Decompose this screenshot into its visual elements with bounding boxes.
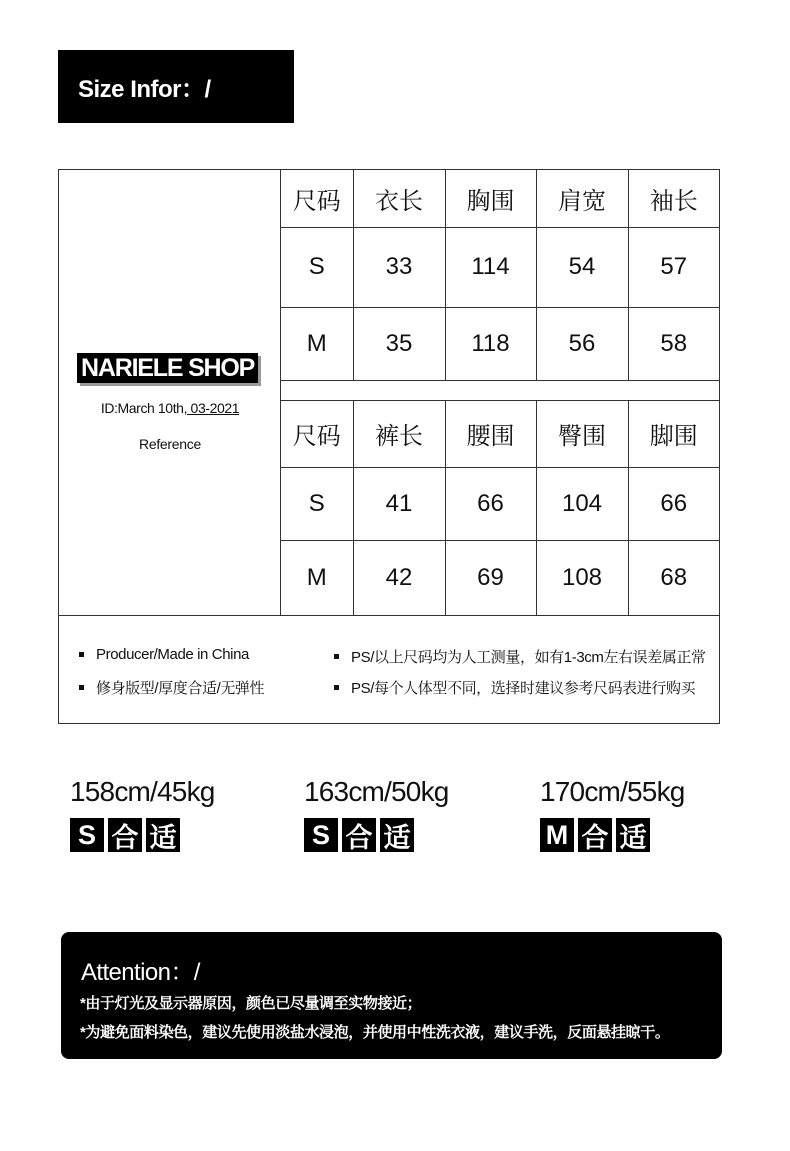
table-cell: 66 [445, 467, 536, 540]
table-header-cell: 尺码 [281, 401, 353, 467]
table-cell: S [281, 467, 353, 540]
table-header-cell: 衣长 [353, 170, 445, 227]
table-header-cell: 尺码 [281, 170, 353, 227]
top-size-table [281, 170, 719, 380]
bullet-icon [79, 685, 84, 690]
table-cell: 69 [445, 540, 536, 615]
size-chart [58, 169, 720, 724]
table-cell: M [281, 540, 353, 615]
section-title [58, 50, 294, 123]
note-text: PS/每个人体型不同，选择时建议参考尺码表进行购买 [351, 680, 696, 697]
size-tag: M [540, 818, 574, 852]
table-cell: 56 [536, 307, 628, 380]
table-cell: 35 [353, 307, 445, 380]
note-item [79, 677, 264, 698]
bullet-icon [79, 652, 84, 657]
table-cell: S [281, 227, 353, 307]
note-text: 修身版型/厚度合适/无弹性 [96, 680, 265, 697]
table-header-cell: 腰围 [445, 401, 536, 467]
shop-id-date: 03-2021 [187, 400, 240, 416]
note-item [334, 646, 706, 667]
shop-reference: Reference [139, 436, 201, 452]
table-header-cell: 袖长 [628, 170, 719, 227]
table-header-cell: 肩宽 [536, 170, 628, 227]
fit-tag-char: 适 [616, 818, 650, 852]
model-height-weight: 163cm/50kg [304, 776, 449, 807]
table-cell: 41 [353, 467, 445, 540]
fit-tag-char: 合 [108, 818, 142, 852]
model-fit-3 [540, 776, 685, 852]
note-text: Producer/Made in China [96, 646, 249, 663]
table-header-cell: 脚围 [628, 401, 719, 467]
size-tag: S [304, 818, 338, 852]
table-header-cell: 裤长 [353, 401, 445, 467]
shop-id-prefix: ID:March 10th, [100, 400, 188, 416]
table-row [281, 307, 719, 380]
table-cell: 33 [353, 227, 445, 307]
note-item [79, 646, 249, 663]
table-cell: 108 [536, 540, 628, 615]
table-cell: 58 [628, 307, 719, 380]
section-title-text: Size Infor：/ [78, 76, 211, 103]
table-cell: 54 [536, 227, 628, 307]
fit-tags [70, 818, 215, 852]
table-row [281, 227, 719, 307]
shop-name-logo: NARIELE SHOP [77, 353, 258, 383]
table-header-cell: 臀围 [536, 401, 628, 467]
attention-line-1: *由于灯光及显示器原因，颜色已尽量调至实物接近； [80, 995, 422, 1012]
fit-tag-char: 合 [578, 818, 612, 852]
table-cell: 114 [445, 227, 536, 307]
table-divider [281, 380, 719, 401]
table-cell: M [281, 307, 353, 380]
table-row [281, 467, 719, 540]
shop-id [59, 400, 281, 416]
attention-box [61, 932, 722, 1059]
model-fit-2 [304, 776, 449, 852]
table-row [281, 540, 719, 615]
bottom-size-table [281, 401, 719, 615]
model-height-weight: 170cm/55kg [540, 776, 685, 807]
fit-tag-char: 适 [146, 818, 180, 852]
model-fit-1 [70, 776, 215, 852]
table-cell: 118 [445, 307, 536, 380]
model-height-weight: 158cm/45kg [70, 776, 215, 807]
attention-line-2: *为避免面料染色，建议先使用淡盐水浸泡，并使用中性洗衣液，建议手洗，反面悬挂晾干。 [80, 1024, 670, 1041]
attention-title: Attention：/ [81, 959, 200, 986]
fit-tag-char: 适 [380, 818, 414, 852]
notes-section [59, 615, 719, 723]
table-header-cell: 胸围 [445, 170, 536, 227]
note-item [334, 677, 695, 698]
bullet-icon [334, 685, 339, 690]
table-header-row [281, 401, 719, 467]
table-header-row [281, 170, 719, 227]
table-cell: 68 [628, 540, 719, 615]
table-cell: 104 [536, 467, 628, 540]
table-cell: 57 [628, 227, 719, 307]
fit-tag-char: 合 [342, 818, 376, 852]
size-tag: S [70, 818, 104, 852]
table-cell: 42 [353, 540, 445, 615]
fit-tags [304, 818, 449, 852]
shop-panel [59, 170, 281, 615]
fit-tags [540, 818, 685, 852]
bullet-icon [334, 654, 339, 659]
note-text: PS/以上尺码均为人工测量，如有1-3cm左右误差属正常 [351, 649, 706, 666]
table-cell: 66 [628, 467, 719, 540]
